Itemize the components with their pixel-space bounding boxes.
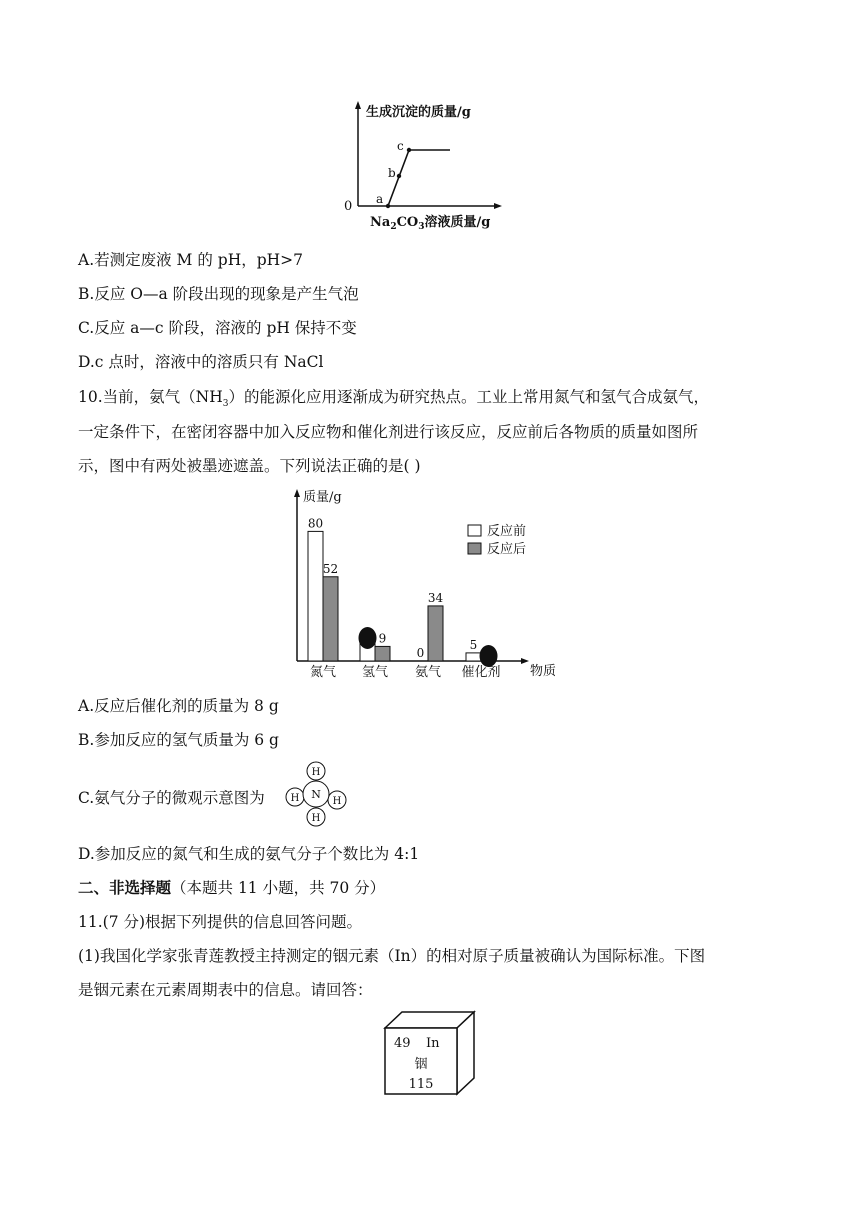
bar-xlabel: 物质	[530, 664, 557, 679]
bar-value-label: 80	[307, 516, 324, 531]
bar-after-1	[375, 646, 390, 661]
bar-after-2	[428, 606, 443, 661]
q9-option-b: B.反应 O—a 阶段出现的现象是产生气泡	[78, 285, 359, 303]
precipitate-graph	[330, 98, 510, 238]
point-a-label: a	[376, 192, 384, 206]
bar-value-label: 34	[427, 590, 444, 605]
bar-before-0	[308, 531, 323, 661]
section-heading: 二、非选择题（本题共 11 小题，共 70 分）	[78, 878, 386, 897]
indium-element-cell	[380, 1008, 480, 1100]
q11-title: 11.(7 分)根据下列提供的信息回答问题。	[78, 913, 363, 931]
point-c-label: c	[397, 139, 404, 153]
bar-value-label: 9	[378, 631, 387, 646]
graph-xlabel: $Na_2CO_3$溶液质量/g	[370, 215, 491, 232]
element-symbol: In	[426, 1036, 440, 1051]
q9-option-c: C.反应 a—c 阶段，溶液的 pH 保持不变	[78, 319, 357, 337]
atom-h-left: H	[290, 793, 300, 804]
category-label: 氨气	[414, 665, 442, 680]
q11-line2: 是铟元素在元素周期表中的信息。请回答：	[78, 981, 373, 999]
ammonia-molecule-diagram	[282, 758, 352, 828]
atom-n: N	[311, 788, 321, 801]
q10-option-d: D.参加反应的氮气和生成的氨气分子个数比为 4:1	[78, 845, 420, 863]
bar-before-3	[466, 653, 481, 661]
atom-h-right: H	[332, 796, 342, 807]
bar-value-label: 0	[416, 646, 425, 660]
point-b-label: b	[388, 166, 396, 180]
q9-option-a: A.若测定废液 M 的 pH，pH>7	[78, 251, 304, 269]
bar-ylabel: 质量/g	[303, 490, 342, 505]
q10-option-c: C.氨气分子的微观示意图为	[78, 789, 265, 807]
ink-blot	[480, 645, 498, 667]
graph-origin: 0	[344, 199, 353, 214]
legend-before: 反应前	[487, 524, 527, 539]
legend-after: 反应后	[487, 542, 527, 557]
q10-stem-line3: 示，图中有两处被墨迹遮盖。下列说法正确的是( )	[78, 457, 421, 475]
q10-option-a: A.反应后催化剂的质量为 8 g	[78, 697, 279, 715]
graph-ylabel: 生成沉淀的质量/g	[366, 105, 471, 120]
atom-h-top: H	[311, 767, 321, 778]
bar-after-0	[323, 577, 338, 661]
q10-option-b: B.参加反应的氢气质量为 6 g	[78, 731, 279, 749]
category-label: 催化剂	[461, 665, 501, 680]
legend-swatch-before	[468, 525, 481, 536]
q10-stem-line1: 10.当前，氨气$(NH_3)$的能源化应用逐渐成为研究热点。工业上常用氮气和氢气合成氨气，	[78, 388, 709, 410]
element-mass: 115	[408, 1077, 434, 1092]
q10-stem-line2: 一定条件下，在密闭容器中加入反应物和催化剂进行该反应，反应前后各物质的质量如图所	[78, 423, 699, 441]
element-name: 铟	[414, 1057, 428, 1072]
legend-swatch-after	[468, 543, 481, 554]
category-label: 氢气	[361, 665, 389, 680]
bar-value-label: 5	[469, 637, 478, 652]
atom-h-bottom: H	[311, 813, 321, 824]
category-label: 氮气	[309, 665, 337, 680]
element-number: 49	[394, 1036, 411, 1051]
ink-blot	[359, 627, 377, 649]
bar-value-label: 52	[322, 561, 339, 576]
mass-bar-chart	[285, 483, 575, 683]
q11-line1: (1)我国化学家张青莲教授主持测定的铟元素（In）的相对原子质量被确认为国际标准。下图	[78, 947, 706, 965]
q9-option-d: D.c 点时，溶液中的溶质只有 NaCl	[78, 353, 324, 371]
